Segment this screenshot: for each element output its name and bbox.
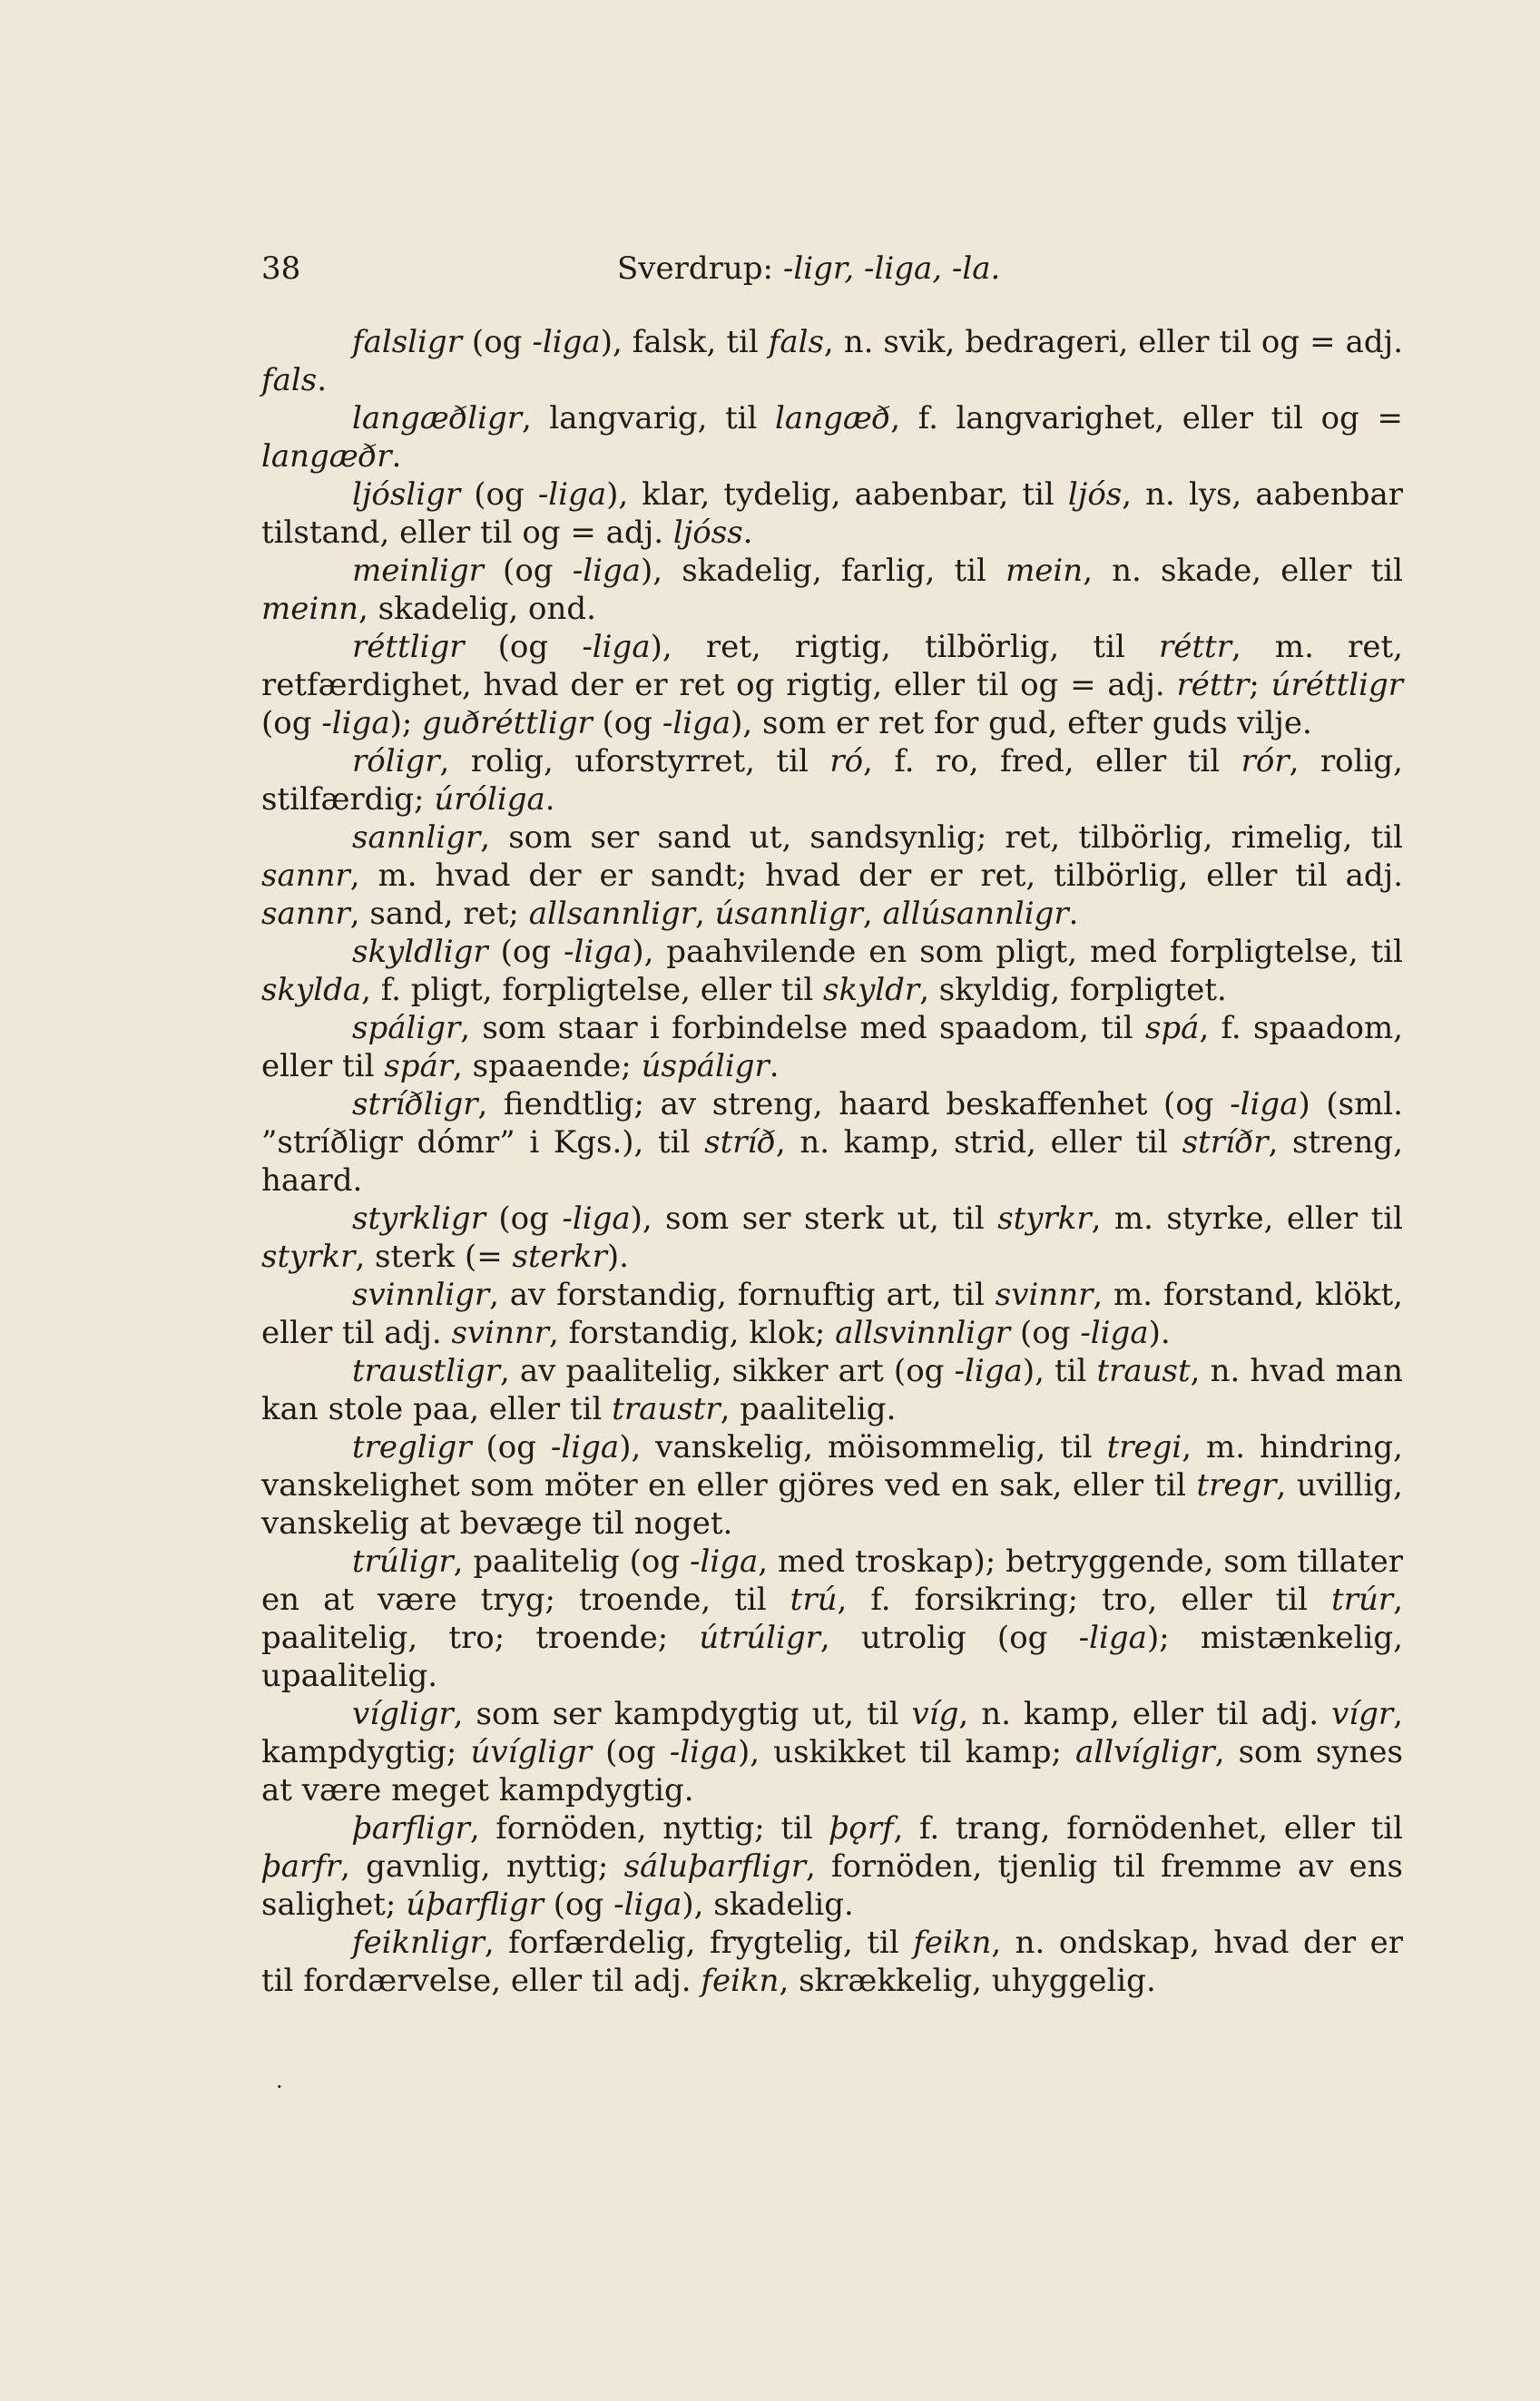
dictionary-entry — [261, 1200, 1403, 1276]
gloss-text: (og — [461, 324, 533, 360]
dictionary-entry — [261, 933, 1403, 1009]
headword-or-form: róligr — [352, 743, 440, 779]
headword-or-form: vígligr — [352, 1696, 454, 1732]
gloss-text: ). — [606, 1239, 629, 1275]
headword-or-form: vígr — [1331, 1696, 1394, 1732]
headword-or-form: stríð — [704, 1124, 776, 1161]
gloss-text: (og — [1010, 1315, 1081, 1351]
headword-or-form: tregi — [1106, 1429, 1182, 1465]
headword-or-form: -liga — [532, 324, 601, 360]
headword-or-form: falsligr — [352, 324, 462, 360]
gloss-text: , n. hvad man kan stole paa, eller til — [261, 1353, 1403, 1427]
gloss-text: , sterk (= — [355, 1239, 513, 1275]
gloss-text: , skyldig, forpligtet. — [919, 972, 1227, 1008]
headword-or-form: tregligr — [352, 1429, 472, 1465]
headword-or-form: stríðligr — [352, 1086, 478, 1122]
gloss-text: , som ser kampdygtig ut, til — [453, 1696, 912, 1732]
gloss-text: , gavnlig, nyttig; — [340, 1848, 624, 1885]
headword-or-form: útrúligr — [699, 1620, 820, 1656]
gloss-text: (og — [543, 1886, 614, 1923]
gloss-text: . — [317, 362, 327, 398]
headword-or-form: -liga — [1078, 1620, 1147, 1656]
gloss-text: ), vanskelig, möisommelig, til — [619, 1429, 1107, 1465]
gloss-text: . — [742, 514, 753, 551]
dictionary-entry — [261, 399, 1403, 475]
headword-or-form: sterkr — [512, 1239, 607, 1275]
gloss-text: , — [862, 896, 883, 932]
headword-or-form: sannr — [261, 858, 350, 894]
headword-or-form: skyldr — [823, 972, 920, 1008]
headword-or-form: trú — [790, 1582, 838, 1618]
gloss-text: ); — [389, 705, 423, 741]
gloss-text: , sand, ret; — [349, 896, 529, 932]
gloss-text: ), som ser sterk ut, til — [630, 1200, 998, 1237]
headword-or-form: -liga — [562, 1200, 631, 1237]
gloss-text: , av paalitelig, sikker art (og — [499, 1353, 955, 1389]
gloss-text: , som staar i forbindelse med spaadom, til — [460, 1010, 1145, 1046]
headword-or-form: -liga — [613, 1886, 682, 1923]
headword-or-form: víg — [911, 1696, 959, 1732]
gloss-text: , f. forsikring; tro, eller til — [837, 1582, 1332, 1618]
headword-or-form: styrkr — [261, 1239, 356, 1275]
gloss-text: , som synes at være meget kampdygtig. — [261, 1734, 1403, 1808]
headword-or-form: -liga — [662, 705, 731, 741]
gloss-text: (og — [483, 553, 573, 589]
dictionary-entry — [261, 1695, 1403, 1809]
gloss-text: , f. spaadom, eller til — [261, 1010, 1404, 1084]
headword-or-form: fals — [261, 362, 318, 398]
headword-or-form: tregr — [1196, 1467, 1277, 1504]
headword-or-form: guðréttligr — [422, 705, 593, 741]
headword-or-form: skyldligr — [352, 934, 488, 970]
gloss-text: , m. hindring, vanskelighet som möter en eller gjöres ved en sak, eller til — [261, 1429, 1403, 1504]
headword-or-form: ljósligr — [352, 476, 461, 513]
gloss-text: . — [544, 781, 555, 818]
headword-or-form: trúligr — [352, 1544, 454, 1580]
gloss-text: ) (sml. ”stríðligr dómr” i Kgs.), til — [261, 1086, 1403, 1161]
gloss-text: , med troskap); betryggende, som tillater en at være tryg; troende, til — [261, 1544, 1403, 1618]
gloss-text: ); mistænkelig, upaalitelig. — [261, 1620, 1404, 1694]
headword-or-form: sáluþarfligr — [623, 1848, 806, 1885]
gloss-text: , paalitelig (og — [453, 1544, 690, 1580]
gloss-text: (og — [485, 1200, 563, 1237]
gloss-text: , f. ro, fred, eller til — [863, 743, 1241, 779]
headword-or-form: langæð — [775, 400, 891, 436]
gloss-text: , m. styrke, eller til — [1091, 1200, 1403, 1237]
gloss-text: , fornöden, nyttig; til — [469, 1810, 829, 1847]
dictionary-entry — [261, 818, 1403, 933]
gloss-text: (og — [261, 705, 322, 741]
gloss-text: (og — [471, 1429, 551, 1465]
dictionary-entry — [261, 1009, 1403, 1085]
gloss-text: , rolig, uforstyrret, til — [439, 743, 830, 779]
headword-or-form: -liga — [572, 553, 641, 589]
dictionary-entry — [261, 475, 1403, 552]
gloss-text: ), ret, rigtig, tilbörlig, til — [650, 629, 1159, 665]
gloss-text: , forstandig, klok; — [549, 1315, 836, 1351]
gloss-text: , f. trang, fornödenhet, eller til — [893, 1810, 1403, 1847]
headword-or-form: þarfligr — [352, 1810, 470, 1847]
headword-or-form: traustligr — [352, 1353, 500, 1389]
gloss-text: , — [695, 896, 715, 932]
gloss-text: ), som er ret for gud, efter guds vilje. — [731, 705, 1312, 741]
dictionary-entry — [261, 628, 1403, 742]
headword-or-form: trúr — [1331, 1582, 1394, 1618]
gloss-text: (og — [460, 476, 538, 513]
headword-or-form: langæðligr — [352, 400, 522, 436]
gloss-text: ), skadelig. — [682, 1886, 854, 1923]
headword-or-form: svinnr — [451, 1315, 550, 1351]
gloss-text: , n. kamp, strid, eller til — [775, 1124, 1182, 1161]
dictionary-entry — [261, 1276, 1403, 1352]
headword-or-form: svinnligr — [352, 1277, 490, 1313]
running-title-author: Sverdrup: — [617, 250, 783, 287]
headword-or-form: -liga — [582, 629, 651, 665]
headword-or-form: réttr — [1159, 629, 1231, 665]
dictionary-entry — [261, 1809, 1403, 1924]
headword-or-form: stríðr — [1182, 1124, 1269, 1161]
gloss-text: , forfærdelig, frygtelig, til — [484, 1925, 914, 1961]
gloss-text: ), falsk, til — [600, 324, 769, 360]
headword-or-form: mein — [1005, 553, 1084, 589]
gloss-text: , skadelig, ond. — [358, 591, 596, 627]
headword-or-form: -liga — [564, 934, 633, 970]
dictionary-entry — [261, 1352, 1403, 1428]
gloss-text: , m. forstand, klökt, eller til adj. — [261, 1277, 1403, 1351]
headword-or-form: spár — [384, 1048, 454, 1084]
headword-or-form: réttr — [1176, 667, 1250, 703]
gloss-text: (og — [592, 705, 662, 741]
headword-or-form: -liga — [669, 1734, 738, 1770]
headword-or-form: ró — [829, 743, 864, 779]
gloss-text: , skrækkelig, uhyggelig. — [779, 1963, 1156, 1999]
running-title-suffixes: -ligr, -liga, -la. — [782, 250, 1001, 287]
gloss-text: , n. ondskap, hvad der er til fordærvelse, eller til adj. — [261, 1925, 1404, 1999]
headword-or-form: -liga — [1230, 1086, 1299, 1122]
gloss-text: ), paahvilende en som pligt, med forpligtelse, til — [632, 934, 1403, 970]
headword-or-form: meinligr — [352, 553, 484, 589]
gloss-text: , paalitelig. — [720, 1391, 897, 1427]
gloss-text: , n. svik, bedrageri, eller til og = adj. — [823, 324, 1403, 360]
gloss-text: , streng, haard. — [261, 1124, 1404, 1199]
running-title — [617, 250, 1000, 287]
headword-or-form: úréttligr — [1270, 667, 1404, 703]
page-number: 38 — [261, 250, 301, 287]
dictionary-entry — [261, 1085, 1403, 1200]
headword-or-form: -liga — [321, 705, 390, 741]
headword-or-form: úróliga — [434, 781, 545, 818]
gloss-text: ), til — [1022, 1353, 1097, 1389]
headword-or-form: -liga — [537, 476, 607, 513]
dictionary-entry — [261, 323, 1403, 399]
gloss-text: ), klar, tydelig, aabenbar, til — [606, 476, 1068, 513]
headword-or-form: spá — [1144, 1010, 1200, 1046]
headword-or-form: réttligr — [352, 629, 465, 665]
dictionary-entry — [261, 1924, 1403, 2000]
headword-or-form: skylda — [261, 972, 362, 1008]
gloss-text: ). — [1148, 1315, 1171, 1351]
gloss-text: , av forstandig, fornuftig art, til — [489, 1277, 996, 1313]
headword-or-form: -liga — [550, 1429, 620, 1465]
headword-or-form: fals — [768, 324, 824, 360]
headword-or-form: -liga — [954, 1353, 1023, 1389]
gloss-text: , langvarig, til — [522, 400, 776, 436]
headword-or-form: meinn — [261, 591, 359, 627]
gloss-text: ), skadelig, farlig, til — [641, 553, 1006, 589]
gloss-text: . — [391, 438, 402, 475]
gloss-text: , f. pligt, forpligtelse, eller til — [361, 972, 824, 1008]
headword-or-form: traust — [1096, 1353, 1191, 1389]
headword-or-form: spáligr — [352, 1010, 461, 1046]
dictionary-entries — [261, 323, 1403, 2000]
gloss-text: , utrolig (og — [819, 1620, 1079, 1656]
gloss-text: (og — [487, 934, 564, 970]
gloss-text: (og — [592, 1734, 670, 1770]
headword-or-form: allsannligr — [528, 896, 696, 932]
headword-or-form: allvígligr — [1075, 1734, 1215, 1770]
headword-or-form: svinnr — [995, 1277, 1094, 1313]
headword-or-form: feiknligr — [352, 1925, 485, 1961]
headword-or-form: úþarfligr — [406, 1886, 544, 1923]
headword-or-form: sannr — [261, 896, 350, 932]
headword-or-form: -liga — [690, 1544, 759, 1580]
gloss-text: , m. ret, retfærdighet, hvad der er ret og rigtig, eller til og = adj. — [261, 629, 1403, 703]
gloss-text: , m. hvad der er sandt; hvad der er ret, tilbörlig, eller til adj. — [349, 858, 1403, 894]
gloss-text: ), uskikket til kamp; — [738, 1734, 1076, 1770]
gloss-text: , spaaende; — [453, 1048, 642, 1084]
gloss-text: . — [1068, 896, 1079, 932]
dictionary-entry — [261, 1543, 1403, 1695]
gloss-text: (og — [464, 629, 583, 665]
gloss-text: . — [769, 1048, 780, 1084]
headword-or-form: úsannligr — [714, 896, 863, 932]
stray-mark: · — [276, 2074, 283, 2100]
gloss-text: , rolig, stilfærdig; — [261, 743, 1403, 818]
headword-or-form: úspáligr — [641, 1048, 770, 1084]
gloss-text: , fiendtlig; av streng, haard beskaffenhet (og — [477, 1086, 1231, 1122]
headword-or-form: styrkr — [997, 1200, 1092, 1237]
gloss-text: , n. lys, aabenbar tilstand, eller til og = adj. — [261, 476, 1404, 551]
gloss-text: , uvillig, vanskelig at bevæge til noget. — [261, 1467, 1403, 1542]
headword-or-form: ljós — [1067, 476, 1123, 513]
gloss-text: , f. langvarighet, eller til og = — [890, 400, 1403, 436]
dictionary-entry — [261, 742, 1403, 818]
headword-or-form: sannligr — [352, 819, 481, 856]
gloss-text: , paalitelig, tro; troende; — [261, 1582, 1403, 1656]
headword-or-form: langæðr — [261, 438, 392, 475]
gloss-text: , n. kamp, eller til adj. — [958, 1696, 1332, 1732]
headword-or-form: allúsannligr — [882, 896, 1069, 932]
headword-or-form: allsvinnligr — [835, 1315, 1011, 1351]
gloss-text: , kampdygtig; — [261, 1696, 1403, 1770]
page-header — [261, 250, 1405, 305]
dictionary-entry — [261, 1428, 1403, 1543]
headword-or-form: úvígligr — [470, 1734, 592, 1770]
gloss-text: ; — [1249, 667, 1271, 703]
headword-or-form: feikn — [701, 1963, 780, 1999]
headword-or-form: þǫrf — [829, 1810, 894, 1847]
headword-or-form: styrkligr — [352, 1200, 486, 1237]
headword-or-form: feikn — [913, 1925, 992, 1961]
dictionary-entry — [261, 552, 1403, 628]
headword-or-form: þarfr — [261, 1848, 341, 1885]
headword-or-form: -liga — [1080, 1315, 1149, 1351]
headword-or-form: rór — [1241, 743, 1290, 779]
headword-or-form: traustr — [612, 1391, 721, 1427]
gloss-text: , n. skade, eller til — [1083, 553, 1403, 589]
headword-or-form: ljóss — [672, 514, 743, 551]
gloss-text: , som ser sand ut, sandsynlig; ret, tilbörlig, rimelig, til — [480, 819, 1403, 856]
gloss-text: , fornöden, tjenlig til fremme av ens salighet; — [261, 1848, 1404, 1923]
